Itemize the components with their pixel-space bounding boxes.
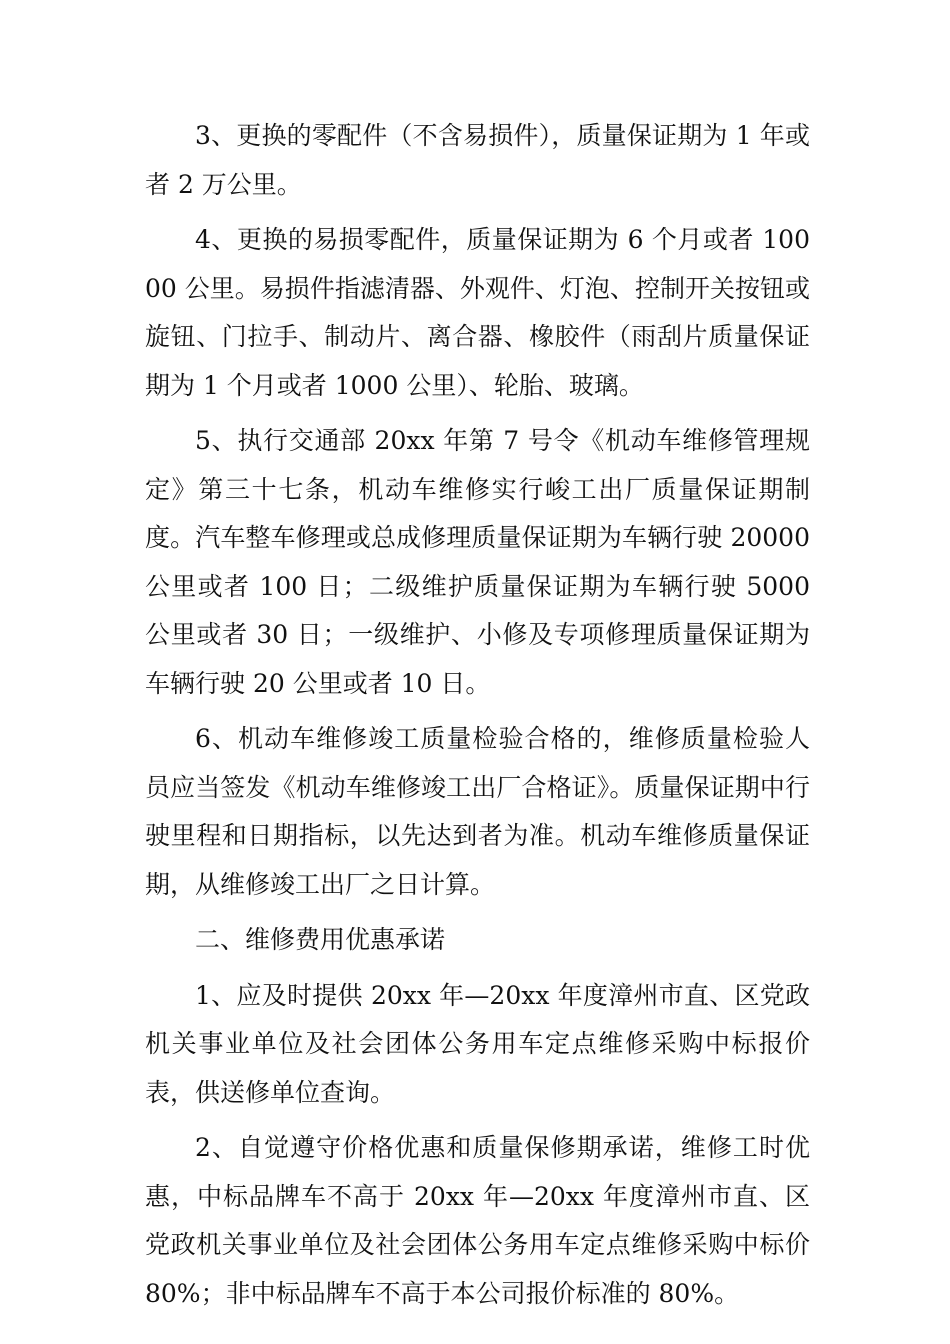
- paragraph-item-4-wear-parts: 4、更换的易损零配件，质量保证期为 6 个月或者 10000 公里。易损件指滤清器、外观件、灯泡、控制开关按钮或旋钮、门拉手、制动片、离合器、橡胶件（雨刮片质量保证期为 1 个月或者 1000 公里）、轮胎、玻璃。: [145, 225, 810, 400]
- paragraph-item-5-regulation: 5、执行交通部 20xx 年第 7 号令《机动车维修管理规定》第三十七条，机动车维修实行峻工出厂质量保证期制度。汽车整车修理或总成修理质量保证期为车辆行驶 20000 公里或者 100 日；二级维护质量保证期为车辆行驶 5000 公里或者 30 日；一级维护、小修及专项修理质量保证期为车辆行驶 20 公里或者 10 日。: [145, 426, 810, 698]
- section-heading-fee-discount: 二、维修费用优惠承诺: [195, 925, 446, 954]
- paragraph-fee-item-1: 1、应及时提供 20xx 年—20xx 年度漳州市直、区党政机关事业单位及社会团体公务用车定点维修采购中标报价表，供送修单位查询。: [145, 980, 810, 1107]
- document-body: [145, 112, 810, 1325]
- paragraph-item-3-replaced-parts: 3、更换的零配件（不含易损件），质量保证期为 1 年或者 2 万公里。: [145, 121, 810, 199]
- paragraph-fee-item-2: 2、自觉遵守价格优惠和质量保修期承诺，维修工时优惠，中标品牌车不高于 20xx 年—20xx 年度漳州市直、区党政机关事业单位及社会团体公务用车定点维修采购中标价 80%；非中标品牌车不高于本公司报价标准的 80%。: [145, 1133, 810, 1308]
- paragraph-item-6-certificate: 6、机动车维修竣工质量检验合格的，维修质量检验人员应当签发《机动车维修竣工出厂合格证》。质量保证期中行驶里程和日期指标，以先达到者为准。机动车维修质量保证期，从维修竣工出厂之日计算。: [145, 724, 810, 899]
